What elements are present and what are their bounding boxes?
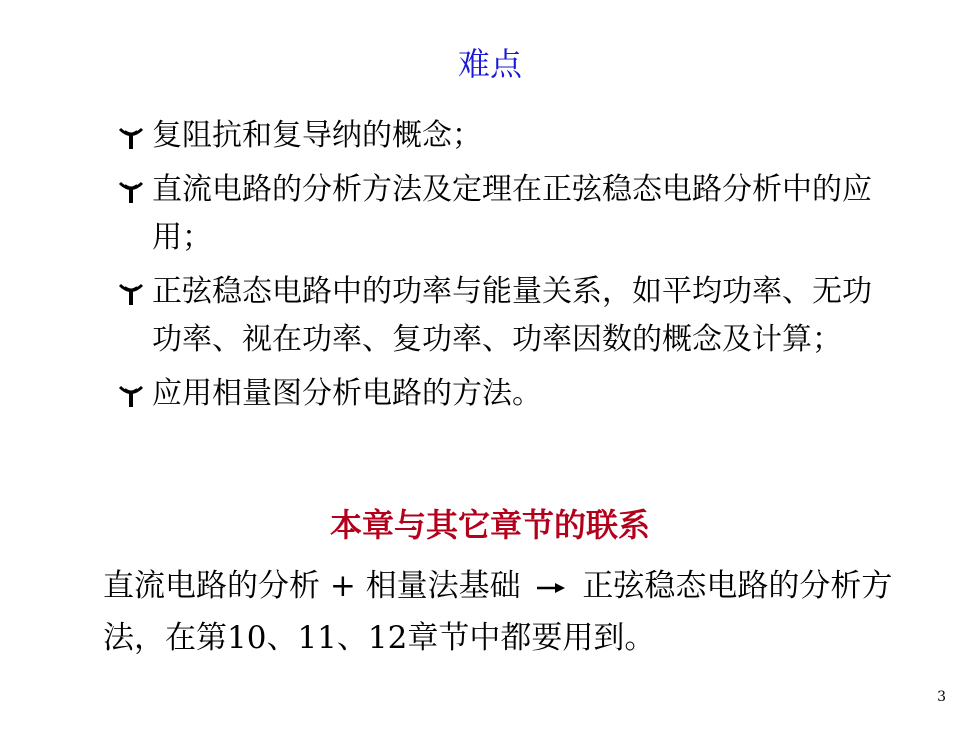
bullet-item bbox=[118, 268, 878, 364]
bullet-text: 应用相量图分析电路的方法。 bbox=[152, 376, 542, 411]
antenna-icon bbox=[118, 384, 144, 408]
conclusion-after-arrow: 正弦稳态电路的分析方法，在第10、11、12章节中都要用到。 bbox=[103, 568, 893, 656]
bullet-item bbox=[118, 112, 878, 160]
conclusion-text bbox=[103, 560, 903, 664]
page-number: 3 bbox=[937, 689, 946, 705]
section-subtitle: 本章与其它章节的联系 bbox=[329, 506, 650, 544]
antenna-icon bbox=[118, 126, 144, 150]
slide-title: 难点 bbox=[457, 45, 522, 83]
bullet-text: 直流电路的分析方法及定理在正弦稳态电路分析中的应用； bbox=[152, 172, 872, 255]
bullet-text: 复阻抗和复导纳的概念； bbox=[152, 118, 482, 153]
bullet-item bbox=[118, 166, 878, 262]
conclusion-before-arrow: 直流电路的分析 + 相量法基础 bbox=[103, 568, 521, 604]
bullet-list bbox=[118, 112, 878, 424]
antenna-icon bbox=[118, 282, 144, 306]
bullet-text: 正弦稳态电路中的功率与能量关系，如平均功率、无功功率、视在功率、复功率、功率因数的概念及计算； bbox=[152, 274, 872, 357]
antenna-icon bbox=[118, 180, 144, 204]
bullet-item bbox=[118, 370, 878, 418]
right-arrow-icon bbox=[535, 580, 567, 596]
